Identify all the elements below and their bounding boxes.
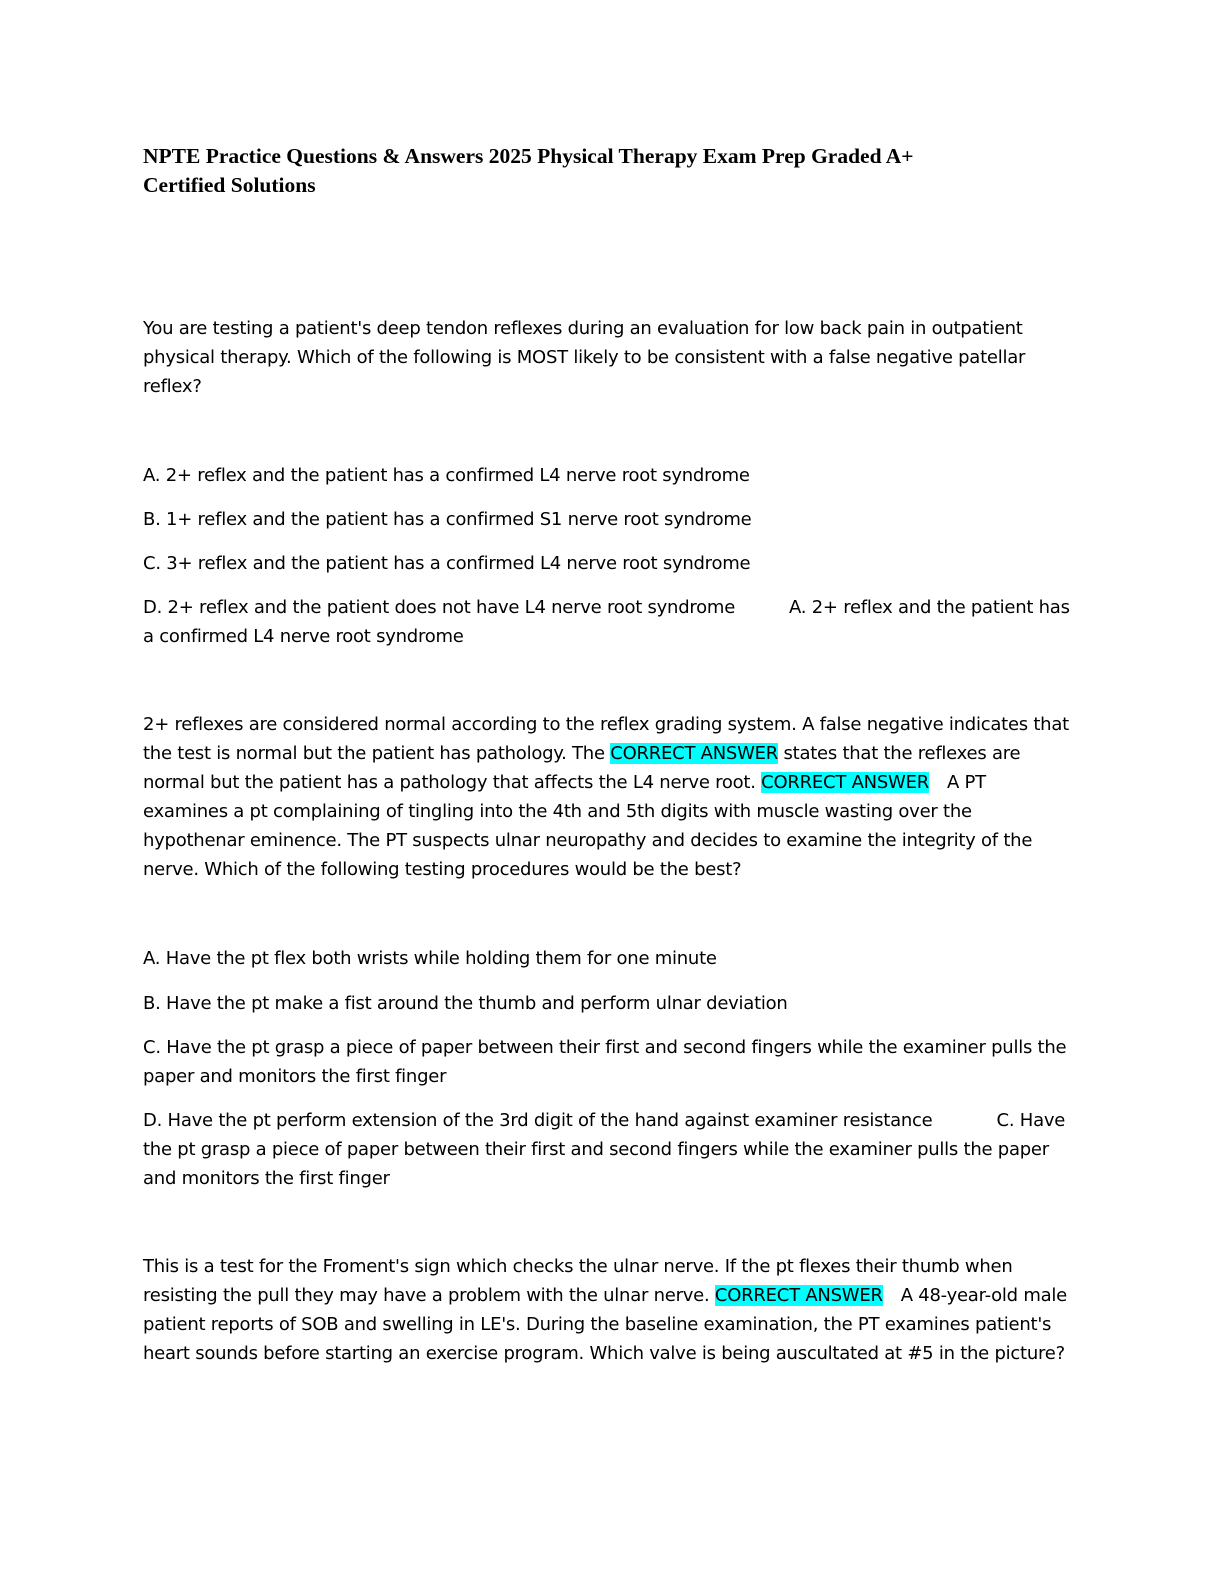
question-1-option-d-and-answer bbox=[143, 593, 1088, 651]
text-line: This is a test for the Froment's sign which checks the ulnar nerve. If the pt flexes their thumb when bbox=[143, 1256, 1013, 1277]
document-title bbox=[143, 142, 1083, 200]
text-segment: A PT bbox=[946, 772, 986, 793]
stem-line: You are testing a patient's deep tendon reflexes during an evaluation for low back pain in outpatient bbox=[143, 318, 1023, 339]
stem-line: reflex? bbox=[143, 376, 202, 397]
title-line-2: Certified Solutions bbox=[143, 173, 316, 197]
question-1-option-d: D. 2+ reflex and the patient does not have L4 nerve root syndrome bbox=[143, 597, 736, 618]
question-1-stem bbox=[143, 314, 1088, 401]
question-2-option-d: D. Have the pt perform extension of the 3rd digit of the hand against examiner resistance bbox=[143, 1110, 933, 1131]
text-line: nerve. Which of the following testing procedures would be the best? bbox=[143, 859, 742, 880]
question-1-answer-line-2: a confirmed L4 nerve root syndrome bbox=[143, 626, 464, 647]
question-2-answer-line-1: C. Have bbox=[996, 1110, 1066, 1131]
explanation-1-and-question-2-stem bbox=[143, 710, 1088, 884]
question-2-option-b: B. Have the pt make a fist around the thumb and perform ulnar deviation bbox=[143, 993, 788, 1014]
correct-answer-highlight: CORRECT ANSWER bbox=[714, 1285, 883, 1306]
correct-answer-highlight: CORRECT ANSWER bbox=[610, 743, 779, 764]
text-segment: states that the reflexes are bbox=[778, 743, 1021, 764]
text-segment: A 48-year-old male bbox=[900, 1285, 1067, 1306]
text-line: patient reports of SOB and swelling in LE's. During the baseline examination, the PT examines patient's bbox=[143, 1314, 1052, 1335]
option-line: C. Have the pt grasp a piece of paper between their first and second fingers while the examiner pulls the bbox=[143, 1037, 1067, 1058]
title-line-1: NPTE Practice Questions & Answers 2025 Physical Therapy Exam Prep Graded A+ bbox=[143, 144, 914, 168]
question-2-answer-line-2: the pt grasp a piece of paper between their first and second fingers while the examiner pulls the paper bbox=[143, 1139, 1049, 1160]
text-segment: resisting the pull they may have a problem with the ulnar nerve. bbox=[143, 1285, 715, 1306]
text-line: hypothenar eminence. The PT suspects ulnar neuropathy and decides to examine the integrity of the bbox=[143, 830, 1033, 851]
question-1-option-c: C. 3+ reflex and the patient has a confirmed L4 nerve root syndrome bbox=[143, 553, 751, 574]
stem-line: physical therapy. Which of the following is MOST likely to be consistent with a false negative patellar bbox=[143, 347, 1026, 368]
explanation-2-and-question-3-stem bbox=[143, 1252, 1088, 1368]
question-1-option-a: A. 2+ reflex and the patient has a confirmed L4 nerve root syndrome bbox=[143, 465, 750, 486]
question-1-option-b: B. 1+ reflex and the patient has a confirmed S1 nerve root syndrome bbox=[143, 509, 752, 530]
text-segment: the test is normal but the patient has pathology. The bbox=[143, 743, 611, 764]
question-2-option-d-and-answer bbox=[143, 1106, 1088, 1193]
text-segment: normal but the patient has a pathology that affects the L4 nerve root. bbox=[143, 772, 762, 793]
question-1-answer-line-1: A. 2+ reflex and the patient has bbox=[789, 597, 1070, 618]
question-2-option-c bbox=[143, 1033, 1088, 1091]
option-line: paper and monitors the first finger bbox=[143, 1066, 447, 1087]
text-line: heart sounds before starting an exercise program. Which valve is being auscultated at #5 in the picture? bbox=[143, 1343, 1065, 1364]
correct-answer-highlight: CORRECT ANSWER bbox=[761, 772, 929, 793]
question-2-option-a: A. Have the pt flex both wrists while holding them for one minute bbox=[143, 948, 717, 969]
question-2-answer-line-3: and monitors the first finger bbox=[143, 1168, 390, 1189]
text-line: examines a pt complaining of tingling into the 4th and 5th digits with muscle wasting over the bbox=[143, 801, 972, 822]
text-line: 2+ reflexes are considered normal according to the reflex grading system. A false negative indicates that bbox=[143, 714, 1069, 735]
